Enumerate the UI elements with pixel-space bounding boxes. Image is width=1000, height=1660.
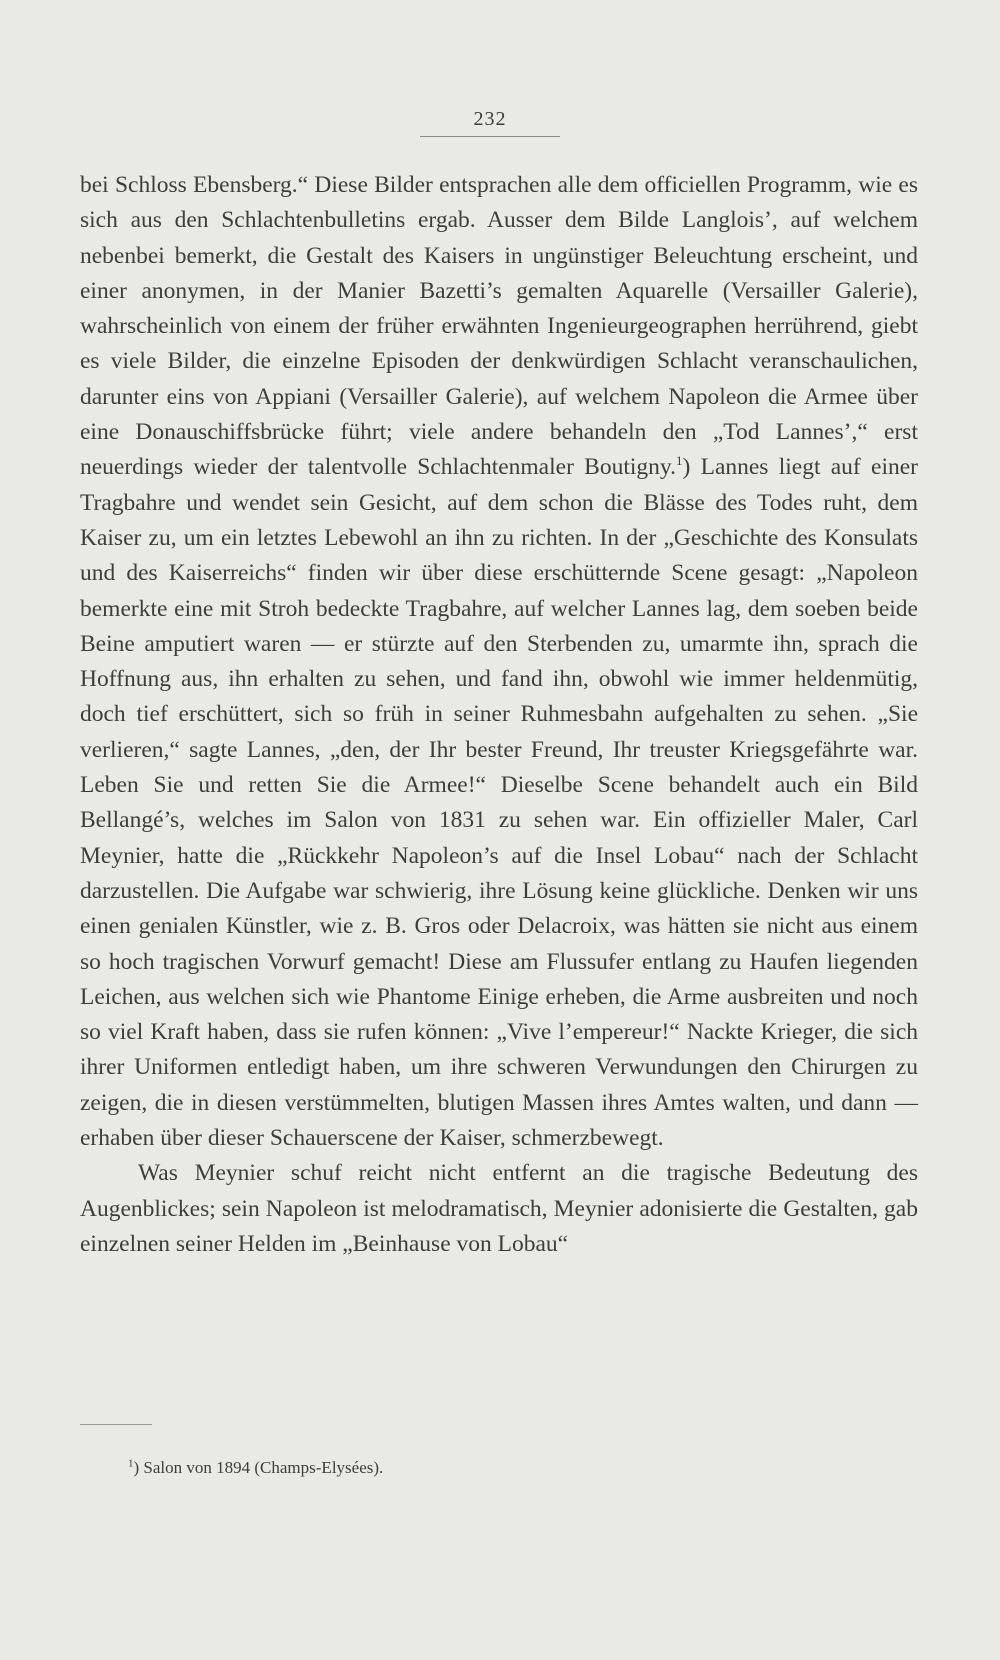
paragraph-1	[80, 168, 918, 1156]
footnote-text: ) Salon von 1894 (Champs-Elysées).	[133, 1458, 384, 1477]
footnote-rule	[80, 1424, 152, 1425]
body-text	[80, 168, 918, 1262]
page-number-rule	[420, 136, 560, 137]
paragraph-1-part-1: bei Schloss Ebensberg.“ Diese Bilder entsprachen alle dem officiellen Programm, wie es sich aus den Schlachtenbulletins ergab. Ausser dem Bilde Langlois’, auf welchem nebenbei bemerkt, die Gestalt des Kaisers in ungünstiger Beleuchtung erscheint, und einer anonymen, in der Manier Bazetti’s gemalten Aquarelle (Versailler Galerie), wahrscheinlich von einem der früher erwähnten Ingenieurgeographen herrührend, giebt es viele Bilder, die einzelne Episoden der denkwürdigen Schlacht veranschaulichen, darunter eins von Appiani (Versailler Galerie), auf welchem Napoleon die Armee über eine Donauschiffsbrücke führt; viele andere behandeln den „Tod Lannes’,“ erst neuerdings wieder der talentvolle Schlachtenmaler Boutigny.	[80, 172, 918, 481]
page-number: 232	[473, 108, 507, 130]
footnote-reference[interactable]: 1	[676, 453, 683, 469]
paragraph-2: Was Meynier schuf reicht nicht entfernt an die tragische Bedeutung des Augenblickes; sein Napoleon ist melodramatisch, Meynier adonisierte die Gestalten, gab einzelnen seiner Helden im „Beinhause von Lobau“	[80, 1160, 918, 1257]
footnote-marker: 1	[128, 1457, 134, 1470]
footnote	[128, 1458, 383, 1478]
paragraph-1-part-2: ) Lannes liegt auf einer Tragbahre und wendet sein Gesicht, auf dem schon die Blässe des Todes ruht, dem Kaiser zu, um ein letztes Lebewohl an ihn zu richten. In der „Geschichte des Konsulats und des Kaiserreichs“ finden wir über diese erschütternde Scene gesagt: „Napoleon bemerkte eine mit Stroh bedeckte Tragbahre, auf welcher Lannes lag, dem soeben beide Beine amputiert waren — er stürzte auf den Sterbenden zu, umarmte ihn, sprach die Hoffnung aus, ihn erhalten zu sehen, und fand ihn, obwohl wie immer heldenmütig, doch tief erschüttert, sich so früh in seiner Ruhmesbahn aufgehalten zu sehen. „Sie verlieren,“ sagte Lannes, „den, der Ihr bester Freund, Ihr treuster Kriegsgefährte war. Leben Sie und retten Sie die Armee!“ Dieselbe Scene behandelt auch ein Bild Bellangé’s, welches im Salon von 1831 zu sehen war. Ein offizieller Maler, Carl Meynier, hatte die „Rückkehr Napoleon’s auf die Insel Lobau“ nach der Schlacht darzustellen. Die Aufgabe war schwierig, ihre Lösung keine glückliche. Denken wir uns einen genialen Künstler, wie z. B. Gros oder Delacroix, was hätten sie nicht aus einem so hoch tragischen Vorwurf gemacht! Diese am Flussufer entlang zu Haufen liegenden Leichen, aus welchen sich wie Phantome Einige erheben, die Arme ausbreiten und noch so viel Kraft haben, dass sie rufen können: „Vive l’empereur!“ Nackte Krieger, die sich ihrer Uniformen entledigt haben, um ihre schweren Verwundungen den Chirurgen zu zeigen, die in diesen verstümmelten, blutigen Massen ihres Amtes walten, und dann — erhaben über dieser Schauerscene der Kaiser, schmerzbewegt.	[80, 454, 918, 1152]
